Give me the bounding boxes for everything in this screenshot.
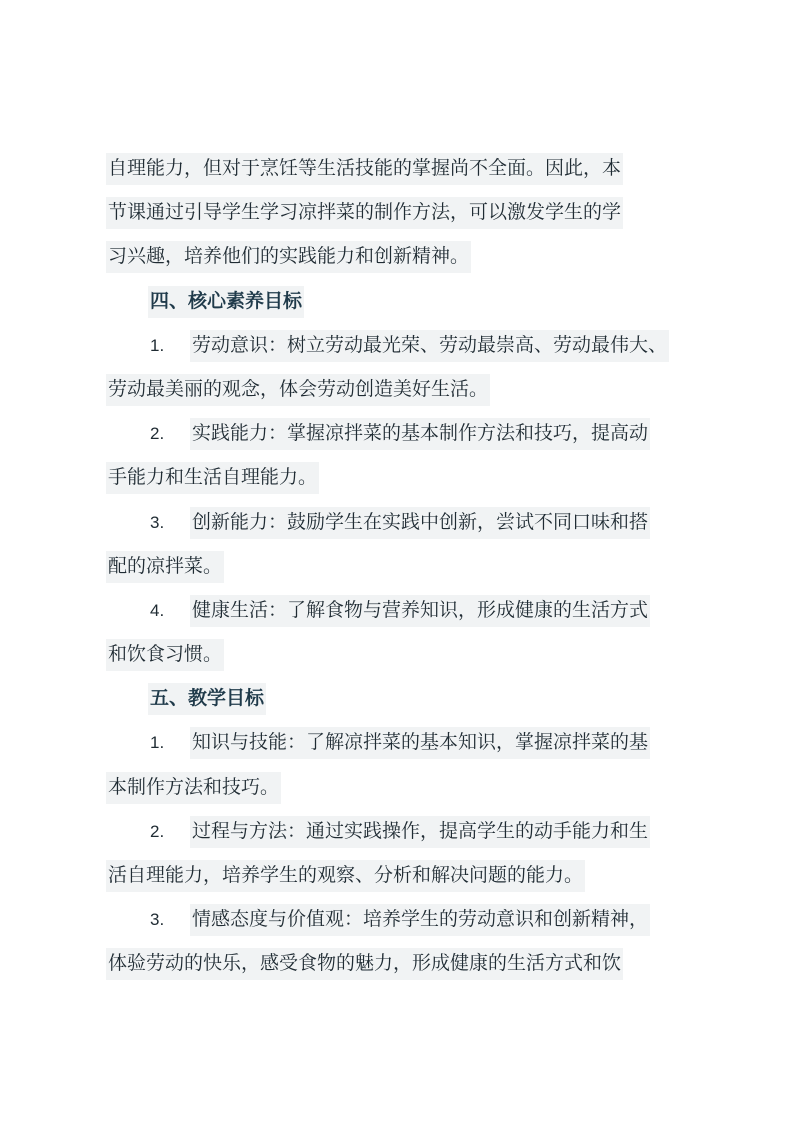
- list-item-second-line: [106, 632, 718, 676]
- list-item-text: 配的凉拌菜。: [106, 551, 224, 583]
- list-item-text: 手能力和生活自理能力。: [106, 462, 319, 494]
- list-item-second-line: [106, 765, 718, 809]
- section-heading-teaching-goals: [106, 676, 718, 720]
- list-item-number: 2.: [150, 821, 165, 841]
- list-item-number: 3.: [150, 512, 165, 532]
- list-item-text: 情感态度与价值观：培养学生的劳动意识和创新精神，: [190, 904, 650, 936]
- list-item-text: 和饮食习惯。: [106, 639, 224, 671]
- list-item-number: 1.: [150, 335, 165, 355]
- list-item-second-line: [106, 544, 718, 588]
- list-item-first-line: [106, 500, 718, 544]
- list-item-number: 3.: [150, 910, 165, 930]
- section-heading-text: 五、教学目标: [148, 683, 266, 715]
- list-item-first-line: [106, 588, 718, 632]
- list-item-text: 体验劳动的快乐，感受食物的魅力，形成健康的生活方式和饮: [106, 948, 623, 980]
- list-item-text: 过程与方法：通过实践操作，提高学生的动手能力和生: [190, 816, 650, 848]
- paragraph-text: 自理能力，但对于烹饪等生活技能的掌握尚不全面。因此，本: [106, 153, 623, 185]
- list-item-first-line: [106, 411, 718, 455]
- list-item-first-line: [106, 720, 718, 764]
- paragraph-text: 习兴趣，培养他们的实践能力和创新精神。: [106, 241, 471, 273]
- list-item-second-line: [106, 367, 718, 411]
- section-heading-core-literacy: [106, 279, 718, 323]
- document-body: [106, 146, 718, 986]
- list-item-second-line: [106, 853, 718, 897]
- paragraph-text: 节课通过引导学生学习凉拌菜的制作方法，可以激发学生的学: [106, 197, 623, 229]
- list-item-first-line: [106, 897, 718, 941]
- list-item-text: 劳动意识：树立劳动最光荣、劳动最崇高、劳动最伟大、: [190, 330, 669, 362]
- list-item-text: 知识与技能：了解凉拌菜的基本知识，掌握凉拌菜的基: [190, 727, 650, 759]
- list-item-first-line: [106, 809, 718, 853]
- list-item-second-line: [106, 455, 718, 499]
- paragraph-line: [106, 190, 718, 234]
- list-item-number: 4.: [150, 600, 165, 620]
- list-item-text: 活自理能力，培养学生的观察、分析和解决问题的能力。: [106, 860, 585, 892]
- list-item-first-line: [106, 323, 718, 367]
- list-item-text: 创新能力：鼓励学生在实践中创新，尝试不同口味和搭: [190, 507, 650, 539]
- list-item-text: 本制作方法和技巧。: [106, 772, 281, 804]
- list-item-second-line: [106, 941, 718, 985]
- paragraph-line: [106, 234, 718, 278]
- list-item-text: 劳动最美丽的观念，体会劳动创造美好生活。: [106, 374, 490, 406]
- list-item-text: 健康生活：了解食物与营养知识，形成健康的生活方式: [190, 595, 650, 627]
- section-heading-text: 四、核心素养目标: [148, 286, 304, 318]
- list-item-number: 2.: [150, 424, 165, 444]
- list-item-text: 实践能力：掌握凉拌菜的基本制作方法和技巧，提高动: [190, 418, 650, 450]
- list-item-number: 1.: [150, 733, 165, 753]
- paragraph-line: [106, 146, 718, 190]
